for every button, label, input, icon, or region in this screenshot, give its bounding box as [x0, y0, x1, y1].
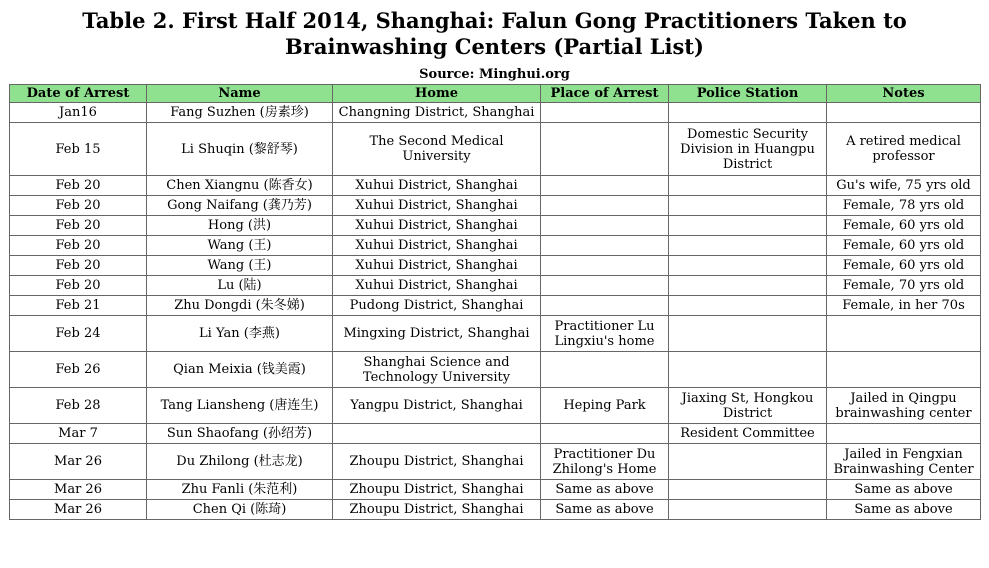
header-name: Name — [147, 85, 333, 103]
cell-date: Feb 15 — [10, 123, 147, 176]
header-home: Home — [333, 85, 541, 103]
cell-police — [669, 176, 827, 196]
cell-notes — [827, 103, 981, 123]
cell-date: Feb 20 — [10, 256, 147, 276]
cell-date: Mar 26 — [10, 444, 147, 480]
cell-date: Feb 24 — [10, 316, 147, 352]
cell-date: Mar 26 — [10, 480, 147, 500]
cell-place: Same as above — [541, 480, 669, 500]
cell-police — [669, 296, 827, 316]
cell-police — [669, 352, 827, 388]
cell-place — [541, 196, 669, 216]
cell-police: Resident Committee — [669, 424, 827, 444]
page-title: Table 2. First Half 2014, Shanghai: Falun Gong Practitioners Taken to Brainwashing Centers (Partial List) — [82, 8, 907, 59]
cell-notes: Gu's wife, 75 yrs old — [827, 176, 981, 196]
cell-date: Feb 20 — [10, 216, 147, 236]
cell-date: Feb 20 — [10, 196, 147, 216]
cell-date: Feb 28 — [10, 388, 147, 424]
cell-name: Gong Naifang (龚乃芳) — [147, 196, 333, 216]
cell-date: Feb 26 — [10, 352, 147, 388]
cell-police — [669, 196, 827, 216]
cell-notes: Female, 60 yrs old — [827, 256, 981, 276]
source-line: Source: Minghui.org — [419, 67, 570, 82]
table-row — [10, 444, 981, 480]
table-row — [10, 316, 981, 352]
cell-place — [541, 352, 669, 388]
cell-place: Practitioner Du Zhilong's Home — [541, 444, 669, 480]
cell-notes: Same as above — [827, 500, 981, 520]
cell-place — [541, 236, 669, 256]
table-row — [10, 216, 981, 236]
cell-notes: Female, 60 yrs old — [827, 236, 981, 256]
cell-name: Li Yan (李燕) — [147, 316, 333, 352]
cell-name: Zhu Dongdi (朱冬娣) — [147, 296, 333, 316]
cell-name: Fang Suzhen (房素珍) — [147, 103, 333, 123]
cell-home: Zhoupu District, Shanghai — [333, 480, 541, 500]
cell-home: Xuhui District, Shanghai — [333, 176, 541, 196]
cell-notes: A retired medical professor — [827, 123, 981, 176]
cell-name: Zhu Fanli (朱范利) — [147, 480, 333, 500]
cell-name: Qian Meixia (钱美霞) — [147, 352, 333, 388]
cell-police — [669, 444, 827, 480]
cell-notes: Female, 78 yrs old — [827, 196, 981, 216]
cell-home: Zhoupu District, Shanghai — [333, 500, 541, 520]
cell-place: Heping Park — [541, 388, 669, 424]
header-notes: Notes — [827, 85, 981, 103]
cell-date: Feb 21 — [10, 296, 147, 316]
cell-place: Same as above — [541, 500, 669, 520]
cell-place — [541, 216, 669, 236]
table-row — [10, 176, 981, 196]
cell-home: Xuhui District, Shanghai — [333, 256, 541, 276]
table-row — [10, 388, 981, 424]
table-row — [10, 500, 981, 520]
cell-home: Yangpu District, Shanghai — [333, 388, 541, 424]
cell-home: Zhoupu District, Shanghai — [333, 444, 541, 480]
cell-date: Feb 20 — [10, 276, 147, 296]
cell-police — [669, 216, 827, 236]
cell-police — [669, 256, 827, 276]
table-row — [10, 296, 981, 316]
cell-date: Mar 7 — [10, 424, 147, 444]
cell-date: Jan16 — [10, 103, 147, 123]
cell-notes: Jailed in Qingpu brainwashing center — [827, 388, 981, 424]
cell-place — [541, 176, 669, 196]
cell-notes — [827, 424, 981, 444]
cell-home: Xuhui District, Shanghai — [333, 196, 541, 216]
table-row — [10, 236, 981, 256]
cell-name: Chen Qi (陈琦) — [147, 500, 333, 520]
table-row — [10, 276, 981, 296]
cell-place — [541, 276, 669, 296]
cell-home: The Second Medical University — [333, 123, 541, 176]
cell-police — [669, 103, 827, 123]
header-police: Police Station — [669, 85, 827, 103]
cell-date: Mar 26 — [10, 500, 147, 520]
table-row — [10, 103, 981, 123]
header-date: Date of Arrest — [10, 85, 147, 103]
cell-name: Lu (陆) — [147, 276, 333, 296]
cell-police — [669, 500, 827, 520]
table-row — [10, 480, 981, 500]
cell-place — [541, 296, 669, 316]
cell-place — [541, 123, 669, 176]
cell-notes — [827, 352, 981, 388]
cell-name: Hong (洪) — [147, 216, 333, 236]
cell-home: Xuhui District, Shanghai — [333, 236, 541, 256]
cell-home: Mingxing District, Shanghai — [333, 316, 541, 352]
cell-home: Changning District, Shanghai — [333, 103, 541, 123]
cell-notes: Same as above — [827, 480, 981, 500]
arrests-table — [9, 84, 981, 520]
cell-notes: Female, 60 yrs old — [827, 216, 981, 236]
cell-name: Chen Xiangnu (陈香女) — [147, 176, 333, 196]
cell-police: Domestic Security Division in Huangpu District — [669, 123, 827, 176]
cell-date: Feb 20 — [10, 176, 147, 196]
cell-notes: Female, 70 yrs old — [827, 276, 981, 296]
cell-name: Wang (王) — [147, 256, 333, 276]
cell-home: Pudong District, Shanghai — [333, 296, 541, 316]
cell-name: Du Zhilong (杜志龙) — [147, 444, 333, 480]
cell-police — [669, 316, 827, 352]
table-row — [10, 123, 981, 176]
cell-notes — [827, 316, 981, 352]
cell-place — [541, 103, 669, 123]
cell-home: Xuhui District, Shanghai — [333, 276, 541, 296]
cell-date: Feb 20 — [10, 236, 147, 256]
cell-place — [541, 256, 669, 276]
cell-name: Wang (王) — [147, 236, 333, 256]
cell-police — [669, 276, 827, 296]
cell-name: Li Shuqin (黎舒琴) — [147, 123, 333, 176]
table-row — [10, 196, 981, 216]
header-place: Place of Arrest — [541, 85, 669, 103]
cell-home: Xuhui District, Shanghai — [333, 216, 541, 236]
cell-place — [541, 424, 669, 444]
cell-notes: Female, in her 70s — [827, 296, 981, 316]
cell-police: Jiaxing St, Hongkou District — [669, 388, 827, 424]
cell-home: Shanghai Science and Technology University — [333, 352, 541, 388]
cell-home — [333, 424, 541, 444]
table-row — [10, 424, 981, 444]
table-header-row — [10, 85, 981, 103]
cell-police — [669, 480, 827, 500]
cell-name: Sun Shaofang (孙绍芳) — [147, 424, 333, 444]
cell-place: Practitioner Lu Lingxiu's home — [541, 316, 669, 352]
table-row — [10, 352, 981, 388]
cell-name: Tang Liansheng (唐连生) — [147, 388, 333, 424]
cell-police — [669, 236, 827, 256]
cell-notes: Jailed in Fengxian Brainwashing Center — [827, 444, 981, 480]
table-row — [10, 256, 981, 276]
